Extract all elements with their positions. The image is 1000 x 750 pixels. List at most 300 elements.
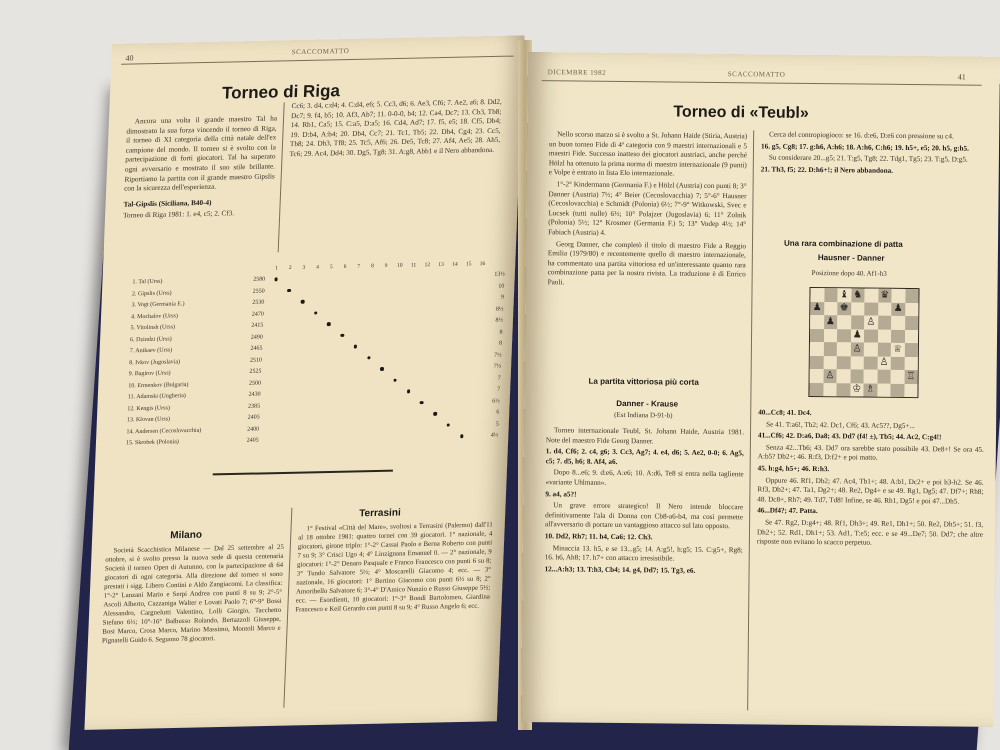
right-running-head-date: DICEMBRE 1982 bbox=[547, 68, 607, 77]
crosstable-result-cell bbox=[363, 318, 377, 330]
crosstable-result-cell bbox=[442, 408, 456, 420]
board-square bbox=[877, 370, 891, 384]
crosstable-result-cell bbox=[332, 410, 346, 422]
milano-text: Società Scacchistica Milanese — Dal 25 settembre al 25 ottobre, si è svolto presso la nuova sede di questa centenaria Società il torneo Open di Autunno, con la partecipazione di 64 giocatori di ogni categoria. Alla direzione del torneo si sono prestati i sigg. Libero Contini e Aldo Zangiacomi. La classifica: 1°-2° Lanzani Mario e Serpi Andrea con punti 8 su 9; 2°-5° Ascoli Alberto, Cazzaniga Walter e Lovati Paolo 7; 6°-9° Bossi Alessandro, Cargnelutti Valentino, Lolli Giorgio, Tacchetto Stefano 6½; 10°-16° Balbusso Rolando, Bertazzoli Giuseppe, Bosi Marco, Crosa Marco, Marino Massimo, Montoli Marco e Pignatelli Guido 6. Seguono 78 giocatori. bbox=[101, 543, 284, 645]
crosstable-diagonal-dot bbox=[287, 289, 291, 293]
crosstable-result-cell bbox=[267, 331, 281, 343]
player-elo: 2550 bbox=[252, 288, 265, 295]
crosstable-result-cell bbox=[347, 364, 361, 376]
player-name: 9. Bagirov (Urss) bbox=[128, 370, 171, 378]
chess-piece: ♟ bbox=[893, 303, 903, 315]
crosstable-result-cell bbox=[402, 363, 416, 375]
chess-piece: ♙ bbox=[866, 316, 876, 328]
crosstable-result-cell bbox=[459, 316, 473, 328]
crosstable-result-cell bbox=[349, 318, 363, 330]
diagram-caption: Posizione dopo 40. Af1-h3 bbox=[811, 268, 887, 278]
crosstable-result-cell bbox=[376, 329, 390, 341]
shortest-game-players: Danner - Krause bbox=[616, 398, 679, 409]
crosstable-result-cell bbox=[291, 411, 305, 423]
crosstable-result-cell bbox=[428, 420, 442, 432]
board-square bbox=[837, 302, 851, 316]
crosstable-result-cell bbox=[361, 375, 375, 387]
crosstable-result-cell bbox=[392, 283, 406, 295]
crosstable-diagonal-dot bbox=[420, 401, 424, 405]
board-square bbox=[850, 356, 864, 370]
crosstable-result-cell bbox=[263, 412, 277, 424]
riga-game-moves bbox=[289, 98, 502, 162]
board-square bbox=[904, 329, 918, 343]
crosstable-result-cell bbox=[457, 373, 471, 385]
col2-moves-5: 45. h:g4, h5+; 46. R:h3. bbox=[757, 464, 830, 474]
chess-piece: ♝ bbox=[839, 289, 849, 301]
crosstable-result-cell bbox=[403, 351, 417, 363]
crosstable-result-cell bbox=[456, 396, 470, 408]
crosstable-pts-header bbox=[489, 258, 505, 270]
player-points: 7 bbox=[497, 375, 501, 382]
crosstable-result-cell bbox=[283, 273, 297, 285]
col2-note-1: Su considerare 20...g5; 21. T:g5, Tg8; 22. Tdg1, Tg5; 23. T:g5, D:g5. bbox=[768, 153, 968, 164]
player-points: 10 bbox=[498, 283, 505, 290]
crosstable-result-cell bbox=[400, 409, 414, 421]
crosstable-result-cell bbox=[296, 285, 310, 297]
player-points: 7 bbox=[497, 386, 501, 393]
crosstable-diagonal-dot bbox=[460, 434, 464, 438]
left-running-head: SCACCOMATTO bbox=[291, 47, 350, 57]
crosstable-result-cell bbox=[268, 285, 282, 297]
crosstable-diagonal-dot bbox=[447, 423, 451, 427]
crosstable-result-cell bbox=[470, 384, 484, 396]
crosstable-result-cell bbox=[317, 433, 331, 445]
crosstable-result-cell bbox=[457, 362, 471, 374]
crosstable-result-cell bbox=[373, 398, 387, 410]
crosstable-diagonal-cell bbox=[441, 419, 455, 431]
combination-heading: Una rara combinazione di patta bbox=[783, 238, 903, 249]
crosstable-col-8: 8 bbox=[370, 263, 374, 270]
board-square bbox=[837, 288, 851, 302]
board-square bbox=[864, 316, 878, 330]
crosstable-result-cell bbox=[445, 316, 459, 328]
crosstable-result-cell bbox=[405, 294, 419, 306]
player-elo: 2500 bbox=[248, 380, 262, 387]
crosstable-result-cell bbox=[304, 411, 318, 423]
crosstable-result-cell bbox=[292, 377, 306, 389]
crosstable-result-cell bbox=[333, 387, 347, 399]
shortest-game-column bbox=[545, 426, 745, 578]
crosstable-result-cell bbox=[307, 353, 321, 365]
player-name: 2. Gipslis (Urss) bbox=[131, 290, 172, 298]
col2-moves-4: 41...Cf6; 42. D:a6, Da8; 43. Dd7 (f4! ±), Tb5; 44. Ac2, C:g4!! bbox=[757, 431, 942, 442]
crosstable-result-cell bbox=[334, 353, 348, 365]
crosstable-result-cell bbox=[461, 281, 475, 293]
board-square bbox=[850, 383, 864, 397]
crosstable-result-cell bbox=[295, 308, 309, 320]
crosstable-result-cell bbox=[431, 328, 445, 340]
player-points: 8½ bbox=[495, 306, 504, 313]
player-elo: 2530 bbox=[252, 299, 265, 307]
crosstable-result-cell bbox=[331, 433, 345, 445]
col2-note-6: Se 47. Rg2, D:g4+; 48. Rf1, Dh3+; 49. Re1, Dh1+; 50. Re2, Dh5+; 51. f3, Dh2+; 52. Rd1, Dh1+; 53. Ad1, T:e5; ecc. e se 49...De7; 50. Dd7; che altre risposte non evitano lo scacco perpetuo. bbox=[756, 518, 984, 547]
board-square bbox=[836, 383, 850, 397]
board-square bbox=[810, 315, 824, 329]
riga-crosstable bbox=[126, 258, 506, 450]
crosstable-result-cell bbox=[349, 329, 363, 341]
crosstable-result-cell bbox=[474, 281, 488, 293]
board-square bbox=[891, 356, 905, 370]
crosstable-diagonal-cell bbox=[415, 397, 429, 409]
crosstable-result-cell bbox=[432, 305, 446, 317]
column-divider bbox=[278, 102, 285, 252]
crosstable-result-cell bbox=[406, 282, 420, 294]
crosstable-result-cell bbox=[446, 293, 460, 305]
player-points: 8 bbox=[499, 329, 503, 336]
crosstable-result-cell bbox=[305, 399, 319, 411]
chess-piece: ♖ bbox=[906, 370, 916, 382]
crosstable-result-cell bbox=[319, 399, 333, 411]
player-name: 6. Dzindzi (Urss) bbox=[129, 336, 172, 344]
crosstable-result-cell bbox=[268, 297, 282, 309]
player-elo: 2470 bbox=[251, 311, 264, 318]
crosstable-result-cell bbox=[418, 305, 432, 317]
player-name: 14. Andersen (Cecoslovacchia) bbox=[126, 427, 202, 436]
crosstable-result-cell bbox=[430, 351, 444, 363]
board-square bbox=[823, 329, 837, 343]
teubl-classification: 1°-2° Kindermann (Germania F.) e Hölzl (Austria) con punti 8; 3° Danner (Austria) 7½; 4° Beier (Cecoslovacchia) 7; 5°-6° Hausner (Cecoslovacchia) e Schmidt (Polonia) 6½; 7°-9° Witkowski, Svec e Lucsek (tutti nulle) 6½; 10° Polajzer (Jugoslavia) 6; 11° Zolnik (Polonia) 5½; 12° Krosmer (Germania F.) 5; 13° Vodep 4½; 14° Fabiach (Austria) 4. bbox=[548, 180, 747, 237]
crosstable-result-cell bbox=[282, 296, 296, 308]
shortest-game-opening: (Est Indiana D-91-b) bbox=[614, 410, 673, 420]
crosstable-result-cell bbox=[427, 431, 441, 443]
crosstable-result-cell bbox=[414, 408, 428, 420]
player-name: 5. Vitolinsh (Urss) bbox=[130, 324, 176, 332]
shortest-game-heading: La partita vittoriosa più corta bbox=[588, 376, 699, 387]
board-square bbox=[904, 370, 918, 384]
board-square bbox=[824, 302, 838, 316]
riga-title: Torneo di Riga bbox=[221, 81, 341, 103]
riga-game-header: Tal-Gipslis (Siciliana, B40-4) bbox=[123, 198, 212, 209]
crosstable-col-3: 3 bbox=[302, 264, 306, 271]
crosstable-col-11: 11 bbox=[410, 262, 417, 269]
crosstable-result-cell bbox=[360, 387, 374, 399]
crosstable-diagonal-dot bbox=[380, 367, 384, 371]
crosstable-result-cell bbox=[391, 294, 405, 306]
riga-game-event: Torneo di Riga 1981: 1. e4, c5; 2. Cf3. bbox=[122, 209, 235, 220]
player-name: 15. Skrobek (Polonia) bbox=[125, 439, 179, 447]
crosstable-result-cell bbox=[280, 331, 294, 343]
crosstable-result-cell bbox=[389, 352, 403, 364]
player-name: 1. Tal (Urss) bbox=[132, 278, 163, 286]
crosstable-col-4: 4 bbox=[316, 264, 320, 271]
riga-intro-text: Ancora una volta il grande maestro Tal ha dimostrato la sua forza vincendo il torneo di Riga, il torneo di XI categoria della città natale dell'ex campione del mondo. Il torneo si è svolto con la partecipazione di forti giocatori. Tal ha superato ogni avversario e mostrato il suo stile brillante. Riportiamo la partita con il grande maestro Gipslis con la sicurezza dell'esperienza. bbox=[124, 114, 278, 193]
player-points: 4½ bbox=[490, 432, 499, 439]
crosstable-result-cell bbox=[336, 318, 350, 330]
crosstable-diagonal-dot bbox=[407, 390, 411, 394]
crosstable-result-cell bbox=[474, 292, 488, 304]
terrasini-text: 1° Festival «Città del Mare», svoltosi a Terrasini (Palermo) dall'11 al 18 ottobre 1981: quattro tornei con 39 giocatori. 1° nazionale, 4 giocatori, girone triplo: 1°-2° Cassai Paolo e Berna Roberto con punti 7 su 9; 3° Crisci Ugo 4; 4° Linzignana Emanuel 0. — 2° nazionale, 9 giocatori: 1°-2° Denaro Pasquale e Franco Francesco con punti 6 su 8; 3° Tundo Salvatore 5½; 4° Moscarelli Giacomo 4; ecc. — 3° nazionale, 16 giocatori: 1° Bertino Giacomo con punti 6½ su 8; 2° Amoribello Salvatore 6; 3°-4° D'Amico Nunzio e Russo Giuseppe 5½; ecc. — Esordienti, 10 giocatori: 1°-3° Bondì Bartolomeo, Giardina Francesco e Keil Gerardo con punti 8 su 9; 4° Russo Angelo 6; ecc. bbox=[295, 521, 493, 614]
chess-piece: ♚ bbox=[839, 302, 849, 314]
moves-3: 10. Dd2, Rh7; 11. h4, Ca6; 12. Ch3. bbox=[544, 532, 653, 542]
board-square bbox=[877, 383, 891, 397]
crosstable-result-cell bbox=[362, 341, 376, 353]
crosstable-result-cell bbox=[378, 294, 392, 306]
board-square bbox=[891, 316, 905, 330]
crosstable-diagonal-cell bbox=[282, 285, 296, 297]
header-rule bbox=[121, 53, 513, 65]
board-square bbox=[891, 302, 905, 316]
chess-piece: ♛ bbox=[880, 289, 890, 301]
combination-players: Hausner - Danner bbox=[817, 253, 885, 263]
player-points: 7½ bbox=[493, 363, 502, 370]
crosstable-result-cell bbox=[266, 343, 280, 355]
note-3: Minaccia 13. h5, e se 13...g5; 14. A:g5!, h:g5; 15. C:g5+, Rg8; 16. h6, Ah8; 17. h7+ con attacco irresistibile. bbox=[544, 543, 743, 563]
crosstable-result-cell bbox=[417, 340, 431, 352]
crosstable-result-cell bbox=[348, 352, 362, 364]
crosstable-result-cell bbox=[320, 376, 334, 388]
right-running-head: SCACCOMATTO bbox=[727, 70, 786, 79]
crosstable-result-cell bbox=[306, 376, 320, 388]
crosstable-result-cell bbox=[321, 353, 335, 365]
board-square bbox=[864, 329, 878, 343]
crosstable-result-cell bbox=[374, 386, 388, 398]
board-square bbox=[877, 343, 891, 357]
crosstable-result-cell bbox=[433, 293, 447, 305]
chess-piece: ♔ bbox=[852, 383, 862, 395]
crosstable-result-cell bbox=[337, 284, 351, 296]
teubl-column-1 bbox=[548, 130, 748, 292]
crosstable-result-cell bbox=[347, 387, 361, 399]
crosstable-result-cell bbox=[429, 374, 443, 386]
terrasini-column bbox=[295, 521, 493, 617]
player-points: 6 bbox=[496, 409, 500, 416]
crosstable-result-cell bbox=[336, 307, 350, 319]
player-points: 5 bbox=[495, 421, 499, 428]
col2-moves-1: 16. g5, Cg8; 17. g:h6, A:h6; 18. A:h6, C:h6; 19. h5+, e5; 20. h5, g:h5. bbox=[760, 142, 970, 153]
crosstable-result-cell bbox=[280, 342, 294, 354]
crosstable-result-cell bbox=[360, 398, 374, 410]
crosstable-result-cell bbox=[359, 421, 373, 433]
crosstable-body bbox=[126, 269, 505, 449]
crosstable-diagonal-dot bbox=[301, 300, 305, 304]
board-square bbox=[864, 356, 878, 370]
left-page-number: 40 bbox=[125, 53, 134, 63]
crosstable-result-cell bbox=[416, 362, 430, 374]
crosstable-diagonal-cell bbox=[455, 431, 469, 443]
crosstable-result-cell bbox=[346, 398, 360, 410]
crosstable-result-cell bbox=[281, 308, 295, 320]
teubl-intro: Nello scorso marzo si è svolto a St. Johann Haide (Stiria, Austria) un buon torneo Fide di 4ª categoria con 9 maestri internazionali e 5 maestri Fide. Successo inatteso dei giocatori austriaci, anche perché Hölzl ha ottenuto la prima norma di maestro internazionale (9 punti) e Volpe è entrato in lista Elo internazionale. bbox=[548, 130, 748, 178]
crosstable-result-cell bbox=[278, 400, 292, 412]
player-name: 12. Kengis (Urss) bbox=[127, 405, 170, 413]
crosstable-diagonal-dot bbox=[367, 356, 371, 360]
board-square bbox=[810, 288, 824, 302]
crosstable-result-cell bbox=[335, 341, 349, 353]
crosstable-diagonal-cell bbox=[309, 307, 323, 319]
crosstable-diagonal-dot bbox=[327, 322, 331, 326]
crosstable-result-cell bbox=[350, 306, 364, 318]
board-square bbox=[864, 343, 878, 357]
crosstable-result-cell bbox=[413, 431, 427, 443]
crosstable-result-cell bbox=[447, 270, 461, 282]
crosstable-result-cell bbox=[296, 273, 310, 285]
crosstable-result-cell bbox=[377, 317, 391, 329]
player-elo: 2400 bbox=[247, 426, 260, 433]
teubl-danner-note: Georg Danner, che completò il titolo di maestro Fide a Reggio Emilia (1979/80) e recentemente quello di maestro internazionale, ha commentato una partita vittoriosa ed un'interessante quanto rara combinazione patta per la nostra rivista. La traduzione è di Enrico Paoli. bbox=[547, 239, 747, 287]
chess-piece: ♞ bbox=[853, 289, 863, 301]
col2-moves-2: 21. Th3, f5; 22. D:h6+!; il Nero abbandona. bbox=[760, 165, 894, 175]
crosstable-result-cell bbox=[469, 419, 483, 431]
crosstable-result-cell bbox=[473, 327, 487, 339]
board-square bbox=[837, 356, 851, 370]
crosstable-result-cell bbox=[433, 282, 447, 294]
crosstable-result-cell bbox=[443, 373, 457, 385]
crosstable-result-cell bbox=[363, 329, 377, 341]
crosstable-result-cell bbox=[294, 342, 308, 354]
crosstable-diagonal-dot bbox=[354, 345, 358, 349]
board-square bbox=[878, 289, 892, 303]
crosstable-result-cell bbox=[376, 340, 390, 352]
crosstable-result-cell bbox=[345, 421, 359, 433]
board-square bbox=[891, 329, 905, 343]
crosstable-result-cell bbox=[458, 350, 472, 362]
board-square bbox=[850, 329, 864, 343]
moves-2: 9. a4, a5?! bbox=[545, 489, 577, 499]
crosstable-result-cell bbox=[290, 434, 304, 446]
crosstable-result-cell bbox=[431, 339, 445, 351]
crosstable-result-cell bbox=[323, 284, 337, 296]
player-elo: 2510 bbox=[249, 357, 263, 364]
crosstable-result-cell bbox=[334, 364, 348, 376]
crosstable-result-cell bbox=[293, 354, 307, 366]
board-square bbox=[851, 302, 865, 316]
crosstable-result-cell bbox=[277, 423, 291, 435]
crosstable-result-cell bbox=[455, 419, 469, 431]
crosstable-result-cell bbox=[459, 327, 473, 339]
board-square bbox=[878, 302, 892, 316]
chess-diagram bbox=[808, 287, 919, 398]
board-square bbox=[891, 343, 905, 357]
col2-note-4: Senza 42...Tb6; 43. Dd7 ora sarebbe stato possibile 43. De8+! Se ora 45. A:b5? Db2+; 46. R:f3, D:f2+ e poi matto. bbox=[757, 443, 984, 463]
crosstable-result-cell bbox=[392, 271, 406, 283]
col2-note-5: Oppure 46. Rf1, Db2; 47. Ac4, Tb1+; 48. A:b1, Dc2+ e poi h3-h2. Se 46. Rf3, Db2+; 47. Ta1, Dg2+; 48. Re2, Dg4+ e se 49. Rg1, Dg5; 47. Df7+; Rh8; 48. Dc8+, Rh7; 49. Td7, Td8! Infine, se 46. Rh1, Dg5! e poi 47...Dh5. bbox=[757, 476, 984, 506]
chess-piece: ♙ bbox=[852, 343, 862, 355]
crosstable-col-13: 13 bbox=[438, 261, 444, 268]
crosstable-result-cell bbox=[419, 282, 433, 294]
board-square bbox=[877, 329, 891, 343]
crosstable-result-cell bbox=[418, 317, 432, 329]
crosstable-result-cell bbox=[332, 399, 346, 411]
board-square bbox=[810, 355, 824, 369]
crosstable-result-cell bbox=[323, 296, 337, 308]
crosstable-result-cell bbox=[264, 400, 278, 412]
board-square bbox=[809, 382, 823, 396]
crosstable-result-cell bbox=[321, 330, 335, 342]
note-2: Un grave errore strategico! Il Nero intende bloccare definitivamente l'ala di Donna con Cb8-a6-b4, ma così permette all'avversario di portare un vantaggioso attacco sul lato opposto. bbox=[545, 501, 744, 531]
crosstable-result-cell bbox=[262, 435, 276, 447]
crosstable-result-cell bbox=[444, 350, 458, 362]
crosstable-result-cell bbox=[365, 272, 379, 284]
crosstable-result-cell bbox=[473, 315, 487, 327]
terrasini-heading: Terrasini bbox=[358, 507, 401, 520]
crosstable-result-cell bbox=[400, 432, 414, 444]
board-square bbox=[891, 370, 905, 384]
board-square bbox=[837, 315, 851, 329]
crosstable-result-cell bbox=[375, 352, 389, 364]
crosstable-result-cell bbox=[458, 339, 472, 351]
crosstable-result-cell bbox=[346, 410, 360, 422]
crosstable-result-cell bbox=[391, 306, 405, 318]
crosstable-result-cell bbox=[420, 271, 434, 283]
player-name: 3. Vogt (Germania E.) bbox=[131, 301, 185, 309]
crosstable-diagonal-cell bbox=[362, 352, 376, 364]
crosstable-result-cell bbox=[429, 385, 443, 397]
crosstable-result-cell bbox=[470, 396, 484, 408]
board-square bbox=[864, 302, 878, 316]
chess-piece: ♟ bbox=[812, 302, 822, 314]
crosstable-result-cell bbox=[267, 320, 281, 332]
crosstable-result-cell bbox=[374, 375, 388, 387]
crosstable-col-14: 14 bbox=[451, 261, 458, 268]
board-square bbox=[810, 301, 824, 315]
crosstable-col-6: 6 bbox=[343, 263, 347, 270]
board-square bbox=[810, 328, 824, 342]
crosstable-result-cell bbox=[471, 361, 485, 373]
board-square bbox=[823, 369, 837, 383]
crosstable-result-cell bbox=[443, 385, 457, 397]
milano-heading: Milano bbox=[170, 529, 203, 542]
player-elo: 2405 bbox=[247, 414, 260, 422]
crosstable-result-cell bbox=[445, 339, 459, 351]
chess-piece: ♙ bbox=[825, 369, 835, 381]
player-elo: 2580 bbox=[253, 276, 266, 284]
crosstable-result-cell bbox=[442, 396, 456, 408]
board-square bbox=[824, 288, 838, 302]
shortest-game-event: Torneo internazionale Teubl, St. Johann Haide, Austria 1981. Note del maestro Fide Georg Danner. bbox=[545, 426, 745, 445]
chess-piece: ♟ bbox=[825, 315, 835, 327]
crosstable-result-cell bbox=[432, 316, 446, 328]
board-square bbox=[891, 289, 905, 303]
player-name: 13. Klovan (Urss) bbox=[126, 416, 171, 424]
crosstable-result-cell bbox=[379, 271, 393, 283]
player-points: 13½ bbox=[494, 271, 505, 278]
crosstable-diagonal-dot bbox=[314, 311, 318, 315]
crosstable-result-cell bbox=[414, 420, 428, 432]
crosstable-diagonal-dot bbox=[274, 277, 278, 281]
player-elo: 2405 bbox=[246, 437, 259, 445]
crosstable-col-1: 1 bbox=[274, 265, 278, 272]
crosstable-result-cell bbox=[277, 411, 291, 423]
crosstable-result-cell bbox=[456, 408, 470, 420]
board-square bbox=[864, 289, 878, 303]
crosstable-result-cell bbox=[471, 373, 485, 385]
crosstable-result-cell bbox=[358, 433, 372, 445]
player-elo: 2525 bbox=[249, 368, 262, 376]
crosstable-diagonal-dot bbox=[393, 378, 397, 382]
board-square bbox=[851, 315, 865, 329]
crosstable-result-cell bbox=[401, 397, 415, 409]
player-points: 8½ bbox=[495, 317, 504, 324]
crosstable-result-cell bbox=[351, 283, 365, 295]
board-square bbox=[837, 342, 851, 356]
player-elo: 2430 bbox=[248, 391, 261, 399]
crosstable-result-cell bbox=[364, 283, 378, 295]
crosstable-result-cell bbox=[378, 283, 392, 295]
crosstable-result-cell bbox=[388, 386, 402, 398]
crosstable-diagonal-cell bbox=[269, 274, 283, 286]
crosstable-col-5: 5 bbox=[329, 263, 333, 270]
crosstable-result-cell bbox=[361, 364, 375, 376]
crosstable-result-cell bbox=[278, 388, 292, 400]
board-square bbox=[905, 316, 919, 330]
chess-piece: ♟ bbox=[852, 329, 862, 341]
crosstable-result-cell bbox=[460, 304, 474, 316]
